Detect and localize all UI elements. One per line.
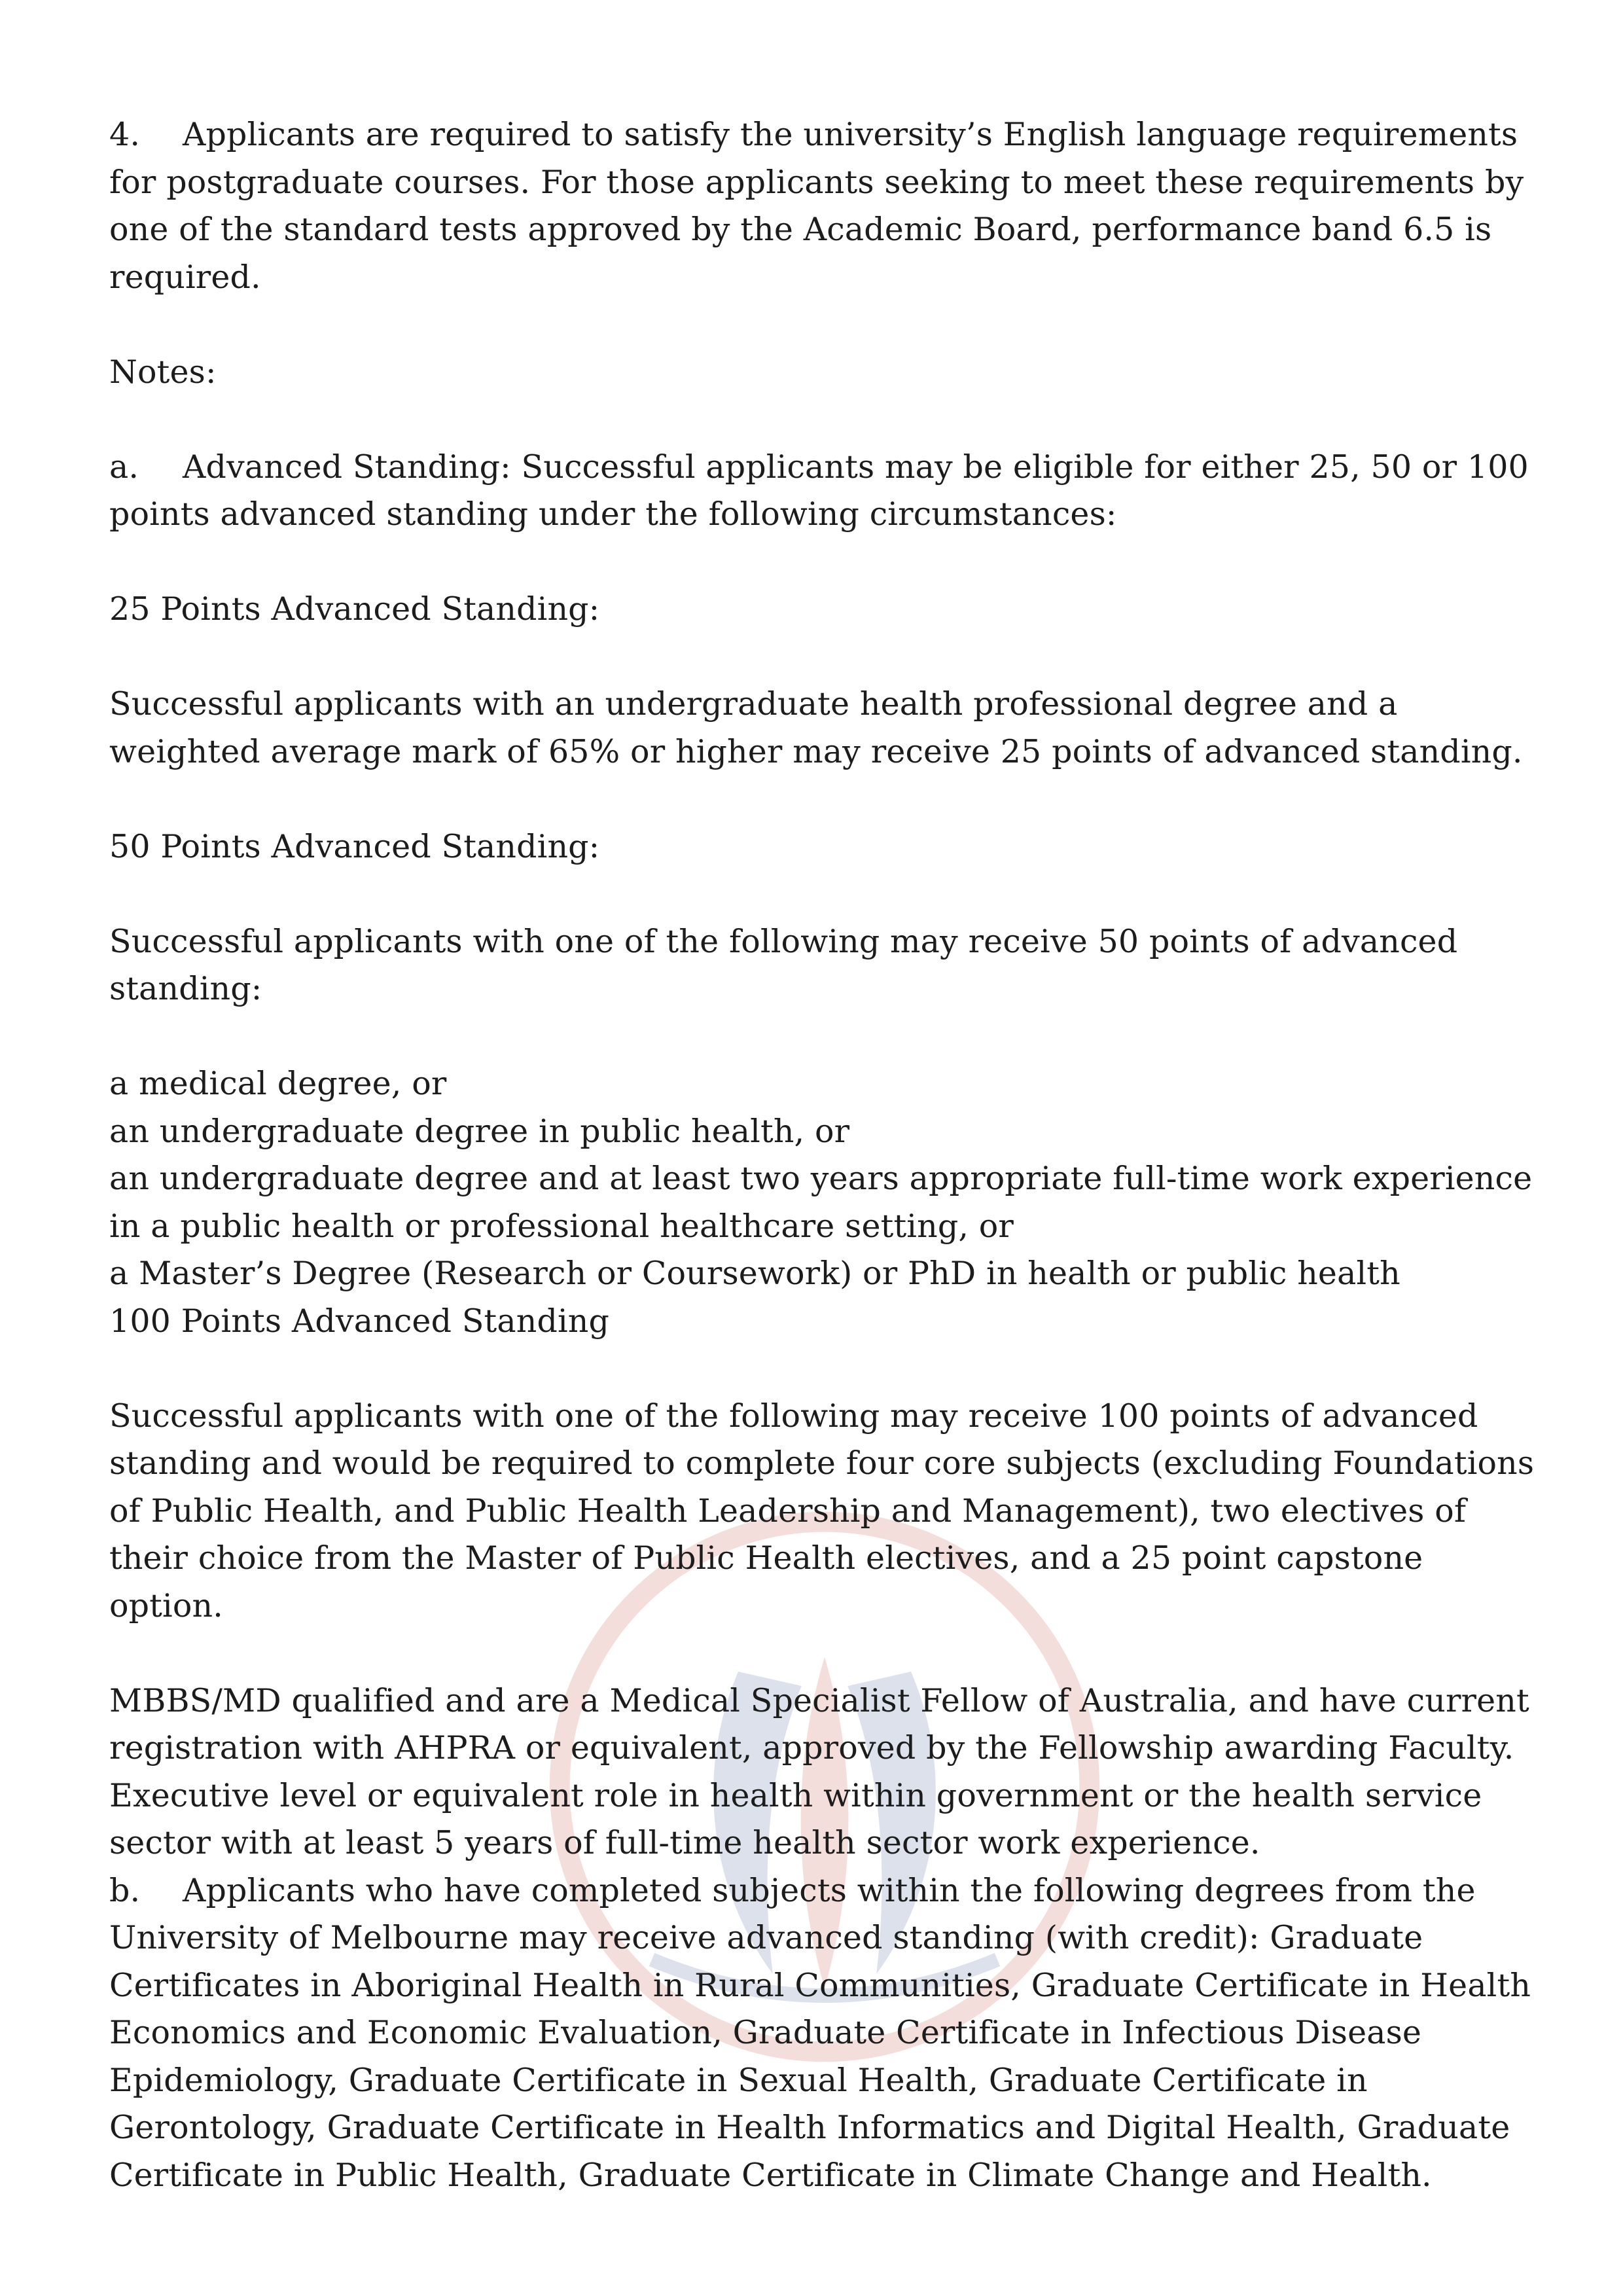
paragraph-gap [109,301,1536,349]
paragraph-gap [109,1630,1536,1677]
section-25-heading: 25 Points Advanced Standing: [109,590,600,628]
notes-heading: Notes: [109,353,217,391]
paragraph-gap [109,634,1536,681]
item-number: 4. [109,116,141,153]
paragraph-gap [109,396,1536,444]
paragraph-gap [109,870,1536,918]
list-item: an undergraduate degree in public health, or [109,1112,850,1150]
list-item: a medical degree, or [109,1065,447,1102]
paragraph-gap [109,776,1536,823]
paragraph-gap [109,1013,1536,1061]
note-a [109,444,1536,539]
note-text: Applicants who have completed subjects within the following degrees from the University of Melbourne may receive advanced standing (with credit): Graduate Certificates in Aboriginal Health in Rural Communities, Graduate Certificate in Health Economics and Economic Evaluation, Graduate Certificate in Infectious Disease Epidemiology, Graduate Certificate in Sexual Health, Graduate Certificate in Gerontology, Graduate Certificate in Health Informatics and Digital Health, Graduate Certificate in Public Health, Graduate Certificate in Climate Change and Health. [109,1871,1531,2194]
list-item: MBBS/MD qualified and are a Medical Specialist Fellow of Australia, and have current registration with AHPRA or equivalent, approved by the Fellowship awarding Faculty. [109,1681,1529,1767]
section-100-heading: 100 Points Advanced Standing [109,1302,610,1340]
paragraph-gap [109,1345,1536,1393]
note-text: Advanced Standing: Successful applicants may be eligible for either 25, 50 or 100 points advanced standing under the following circumstances: [109,448,1529,533]
section-50-heading: 50 Points Advanced Standing: [109,827,600,865]
list-item: a Master’s Degree (Research or Coursework) or PhD in health or public health [109,1255,1400,1292]
note-letter: b. [109,1871,141,1909]
requirement-item-4 [109,111,1536,301]
section-50-body: Successful applicants with one of the following may receive 50 points of advanced standing: [109,922,1458,1007]
note-letter: a. [109,448,139,486]
list-item: Executive level or equivalent role in health within government or the health service sector with at least 5 years of full-time health sector work experience. [109,1776,1482,1861]
paragraph-gap [109,539,1536,586]
list-item: an undergraduate degree and at least two years appropriate full-time work experience in a public health or professional healthcare setting, or [109,1160,1533,1245]
document-page [109,111,1536,2199]
section-25-body: Successful applicants with an undergraduate health professional degree and a weighted average mark of 65% or higher may receive 25 points of advanced standing. [109,685,1523,770]
section-100-body: Successful applicants with one of the following may receive 100 points of advanced standing and would be required to complete four core subjects (excluding Foundations of Public Health, and Public Health Leadership and Management), two electives of their choice from the Master of Public Health electives, and a 25 point capstone option. [109,1397,1535,1624]
note-b [109,1867,1536,2200]
item-text: Applicants are required to satisfy the university’s English language requirements for postgraduate courses. For those applicants seeking to meet these requirements by one of the standard tests approved by the Academic Board, performance band 6.5 is required. [109,116,1524,296]
